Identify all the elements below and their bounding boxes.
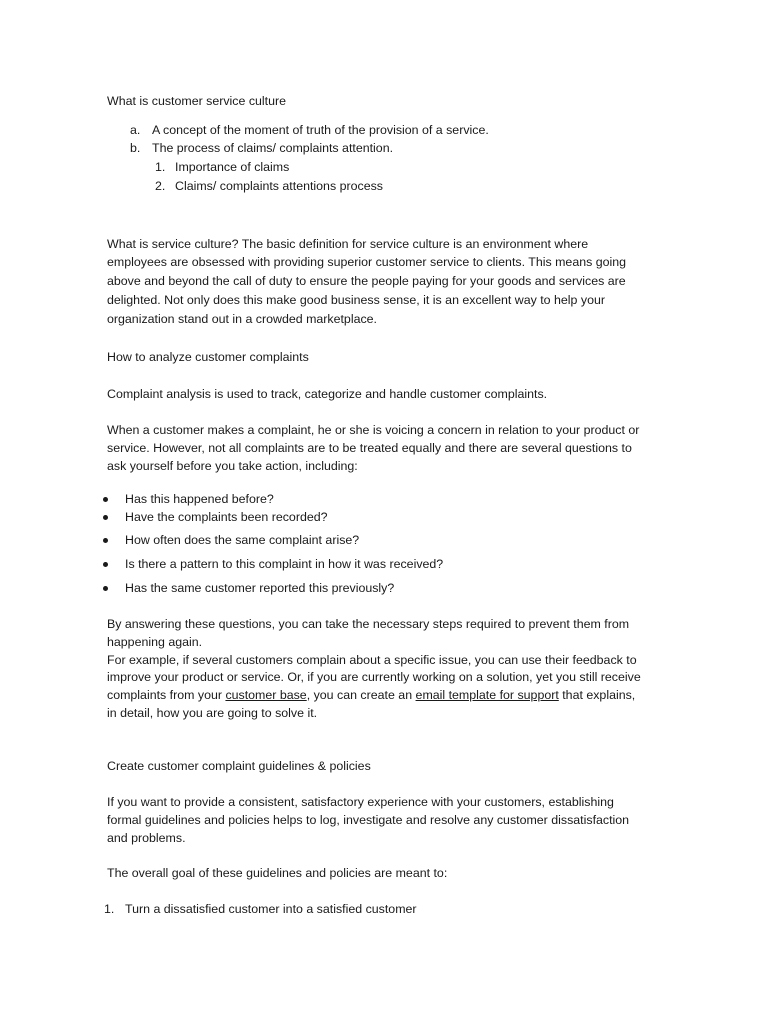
outline-marker: a. [130, 123, 141, 137]
customer-base-link[interactable]: customer base [225, 688, 307, 702]
paragraph-line: happening again. [107, 635, 203, 649]
paragraph-line: When a customer makes a complaint, he or she is voicing a concern in relation to your product or [107, 423, 640, 437]
bullet-dot-icon [103, 538, 108, 543]
paragraph-line: in detail, how you are going to solve it. [107, 706, 318, 720]
paragraph-line: For example, if several customers complain about a specific issue, you can use their feedback to [107, 653, 637, 667]
guidelines-heading: Create customer complaint guidelines & policies [107, 759, 371, 773]
paragraph-line: delighted. Not only does this make good business sense, it is an excellent way to help your [107, 293, 605, 307]
bullet-dot-icon [103, 497, 108, 502]
outline-subitem: Importance of claims [175, 160, 290, 174]
goal-sentence: The overall goal of these guidelines and policies are meant to: [107, 866, 448, 880]
outline-submarker: 2. [155, 179, 166, 193]
link-line-pre: complaints from your [107, 688, 226, 702]
analyze-heading: How to analyze customer complaints [107, 350, 309, 364]
paragraph-line-with-links [107, 686, 635, 704]
outline-item: A concept of the moment of truth of the provision of a service. [152, 123, 489, 137]
outline-subitem: Claims/ complaints attentions process [175, 179, 383, 193]
paragraph-line: By answering these questions, you can take the necessary steps required to prevent them from [107, 617, 630, 631]
list-item: Has the same customer reported this previously? [125, 581, 395, 595]
paragraph-line: service. However, not all complaints are to be treated equally and there are several questions to [107, 441, 632, 455]
outline-submarker: 1. [155, 160, 166, 174]
paragraph-line: and problems. [107, 831, 186, 845]
bullet-dot-icon [103, 586, 108, 591]
bullet-dot-icon [103, 562, 108, 567]
list-item: How often does the same complaint arise? [125, 533, 360, 547]
outline-item: The process of claims/ complaints attention. [152, 141, 394, 155]
list-item: Has this happened before? [125, 492, 274, 506]
document-title: What is customer service culture [107, 94, 287, 108]
paragraph-line: ask yourself before you take action, including: [107, 459, 358, 473]
link-line-mid: , you can create an [306, 688, 416, 702]
paragraph-line: organization stand out in a crowded marketplace. [107, 312, 377, 326]
goal-item: Turn a dissatisfied customer into a satisfied customer [125, 902, 417, 916]
paragraph-line: improve your product or service. Or, if you are currently working on a solution, yet you still receive [107, 670, 641, 684]
goal-marker: 1. [104, 902, 115, 916]
list-item: Have the complaints been recorded? [125, 510, 328, 524]
link-line-post: that explains, [558, 688, 636, 702]
bullet-dot-icon [103, 515, 108, 520]
paragraph-line: employees are obsessed with providing superior customer service to clients. This means going [107, 255, 627, 269]
paragraph-line: What is service culture? The basic definition for service culture is an environment where [107, 237, 589, 251]
analysis-sentence: Complaint analysis is used to track, categorize and handle customer complaints. [107, 387, 548, 401]
email-template-link[interactable]: email template for support [415, 688, 559, 702]
paragraph-line: above and beyond the call of duty to ensure the people paying for your goods and services are [107, 274, 626, 288]
paragraph-line: formal guidelines and policies helps to log, investigate and resolve any customer dissatisfaction [107, 813, 630, 827]
outline-marker: b. [130, 141, 141, 155]
paragraph-line: If you want to provide a consistent, satisfactory experience with your customers, establishing [107, 795, 614, 809]
list-item: Is there a pattern to this complaint in how it was received? [125, 557, 444, 571]
